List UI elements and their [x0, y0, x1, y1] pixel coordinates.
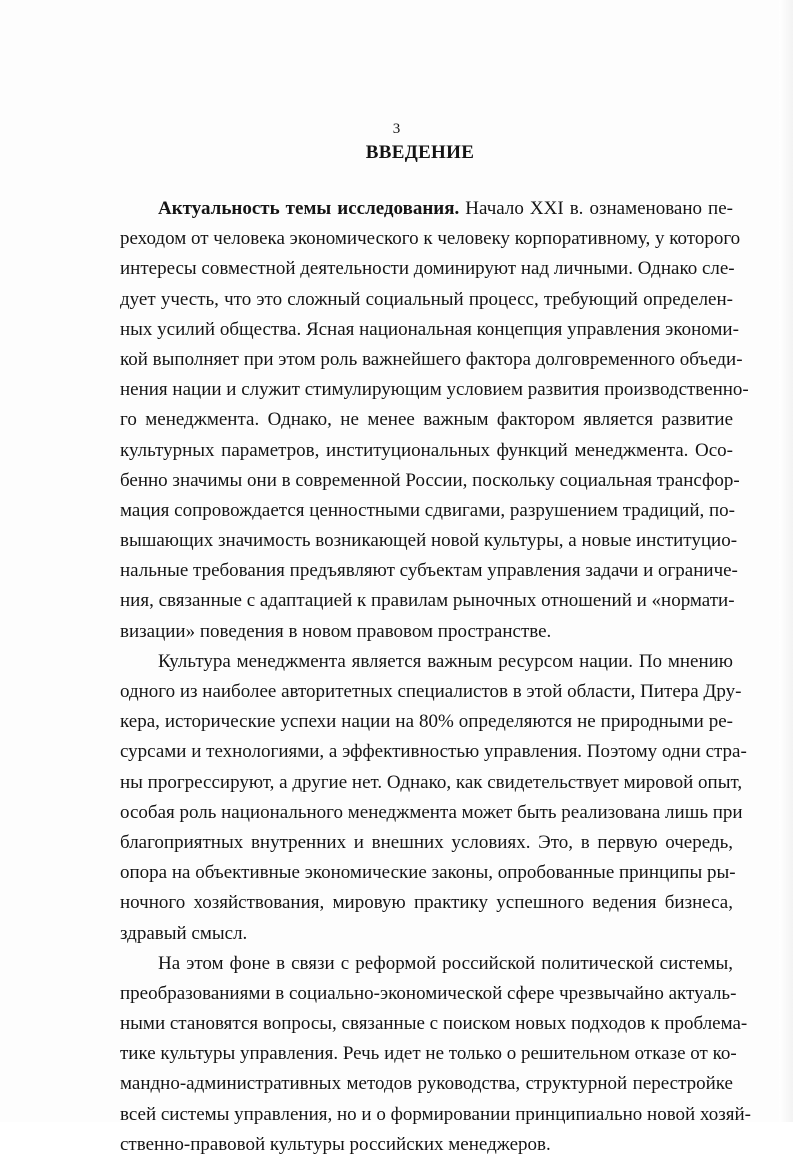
scan-margin-shadow	[779, 0, 793, 1122]
text-line: культурных параметров, институциональных функций менеджмента. Осо-	[120, 439, 733, 461]
text-line: Культура менеджмента является важным ресурсом нации. По мнению	[158, 650, 733, 672]
text-line: особая роль национального менеджмента может быть реализована лишь при	[120, 801, 743, 823]
text-line: тике культуры управления. Речь идет не только о решительном отказе от ко-	[120, 1043, 737, 1065]
text-line: опора на объективные экономические законы, опробованные принципы ры-	[120, 862, 736, 884]
text-line: мация сопровождается ценностными сдвигами, разрушением традиций, по-	[120, 499, 736, 521]
lead-phrase: Актуальность темы исследования.	[158, 198, 460, 219]
text-line: реходом от человека экономического к человеку корпоративному, у которого	[120, 228, 741, 250]
text-line: го менеджмента. Однако, не менее важным фактором является развитие	[120, 409, 733, 431]
text-line: ния, связанные с адаптацией к правилам рыночных отношений и «нормати-	[120, 590, 735, 612]
text-line: благоприятных внутренних и внешних условиях. Это, в первую очередь,	[120, 831, 733, 853]
text-line: визации» поведения в новом правовом пространстве.	[120, 620, 552, 642]
text-line: интересы совместной деятельности доминируют над личными. Однако сле-	[120, 258, 735, 280]
text-line: всей системы управления, но и о формировании принципиально новой хозяй-	[120, 1103, 751, 1125]
page-title: ВВЕДЕНИЕ	[365, 142, 475, 163]
paragraph-2	[120, 647, 747, 949]
text-line: сурсами и технологиями, а эффективностью управления. Поэтому одни стра-	[120, 741, 747, 763]
text-line: кера, исторические успехи нации на 80% определяются не природными ре-	[120, 711, 733, 733]
text-line: нения нации и служит стимулирующим условием развития производственно-	[120, 379, 749, 401]
text-line: кой выполняет при этом роль важнейшего фактора долговременного объеди-	[120, 348, 743, 370]
paragraph-1	[120, 194, 749, 647]
text-line: бенно значимы они в современной России, поскольку социальная трансфор-	[120, 469, 740, 491]
text-line: нальные требования предъявляют субъектам управления задачи и ограниче-	[120, 560, 738, 582]
text-line-content: Начало XXI в. ознаменовано пе-	[459, 198, 733, 219]
body-text	[120, 194, 751, 1160]
text-line: дует учесть, что это сложный социальный процесс, требующий определен-	[120, 288, 733, 310]
page-number: 3	[392, 121, 401, 137]
text-line: ственно-правовой культуры российских менеджеров.	[120, 1133, 551, 1155]
text-line: ными становятся вопросы, связанные с поиском новых подходов к проблема-	[120, 1013, 748, 1035]
text-line: ны прогрессируют, а другие нет. Однако, как свидетельствует мировой опыт,	[120, 771, 743, 793]
text-line: вышающих значимость возникающей новой культуры, а новые институцио-	[120, 530, 738, 552]
text-line: ных усилий общества. Ясная национальная концепция управления экономи-	[120, 318, 739, 340]
paragraph-3	[120, 949, 751, 1160]
text-line: ночного хозяйствования, мировую практику успешного ведения бизнеса,	[120, 892, 733, 914]
text-line: одного из наиболее авторитетных специалистов в этой области, Питера Дру-	[120, 681, 742, 702]
text-line: здравый смысл.	[120, 922, 248, 944]
text-line	[120, 194, 733, 224]
text-line: мандно-административных методов руководства, структурной перестройке	[120, 1073, 733, 1095]
text-line: На этом фоне в связи с реформой российской политической системы,	[158, 952, 733, 974]
text-line: преобразованиями в социально-экономической сфере чрезвычайно актуаль-	[120, 982, 737, 1004]
